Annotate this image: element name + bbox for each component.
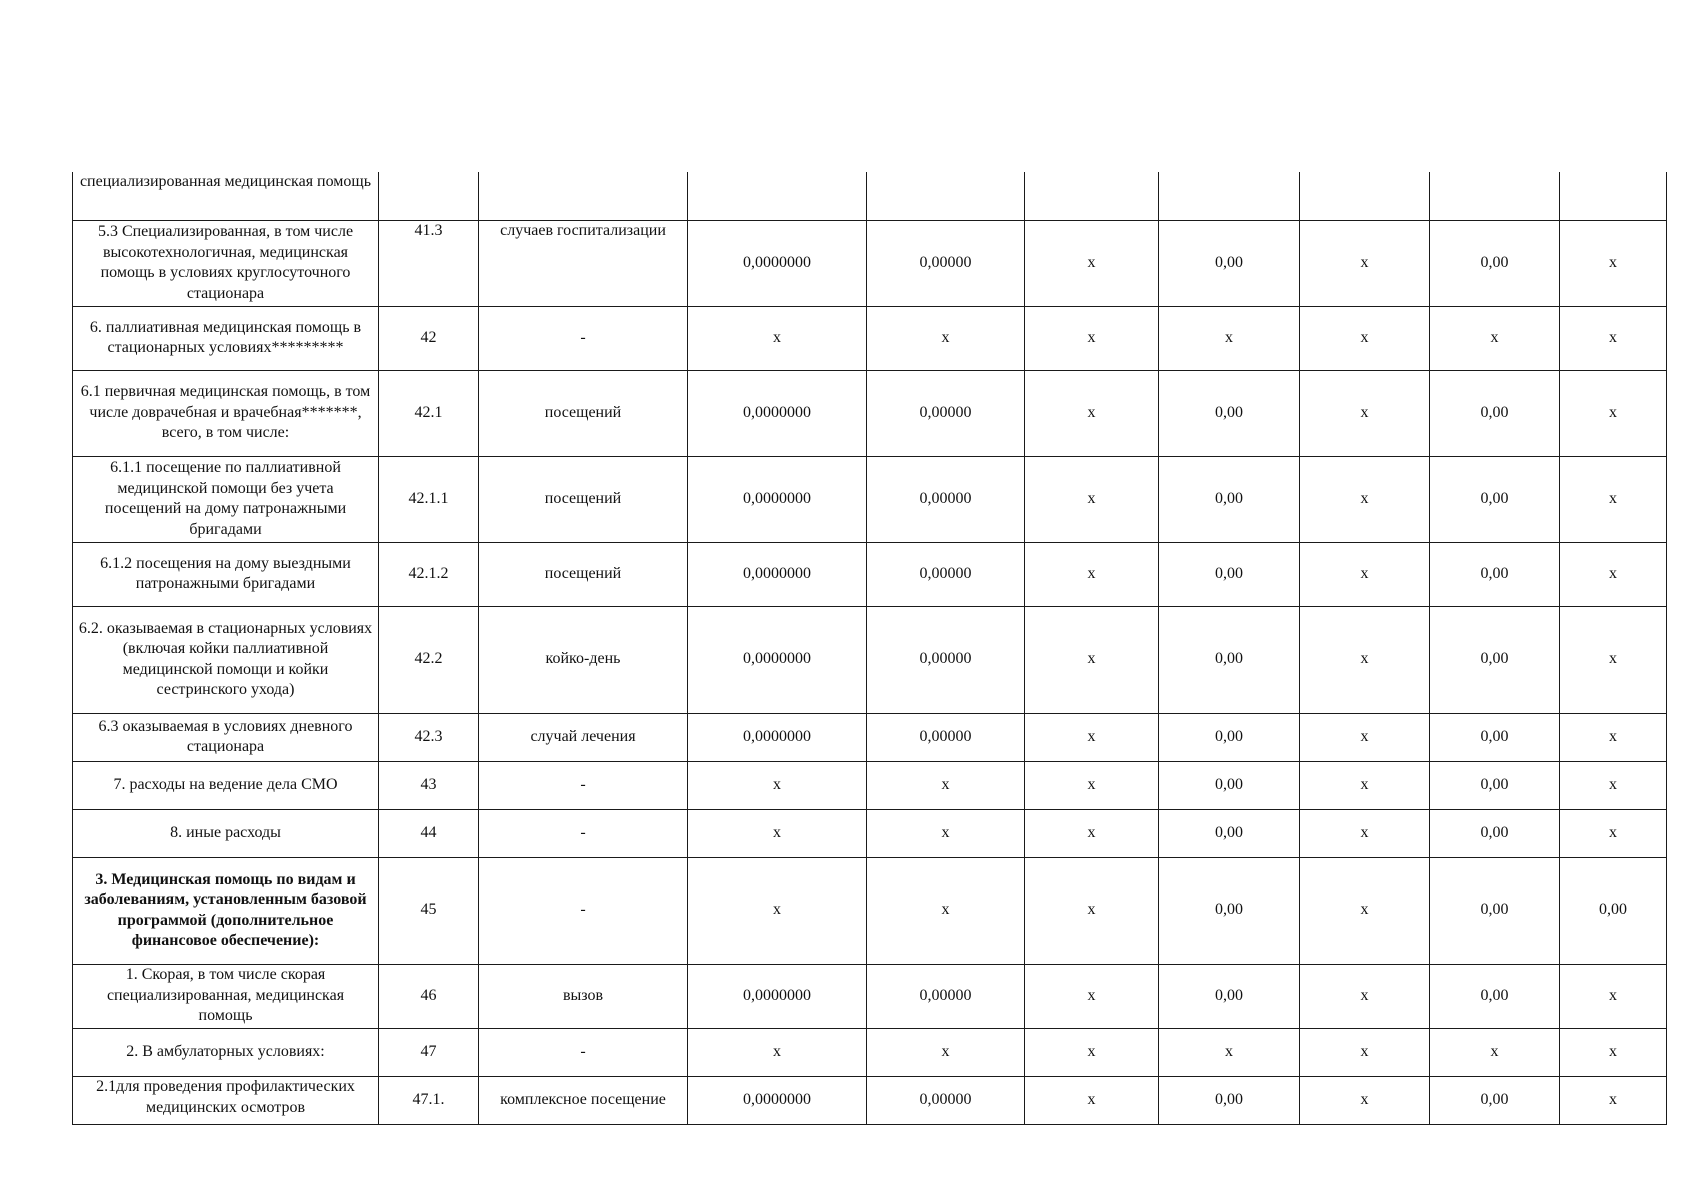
value-cell-4: х: [688, 809, 867, 857]
value-cell-6: х: [1025, 370, 1159, 456]
value-cell-9: [1430, 172, 1560, 220]
row-name-cell: 6.1 первичная медицинская помощь, в том числе доврачебная и врачебная*******, всего, в том числе:: [73, 370, 379, 456]
value-cell-4: х: [688, 1028, 867, 1076]
value-cell-10: х: [1560, 1076, 1667, 1124]
value-cell-5: 0,00000: [867, 370, 1025, 456]
row-name-cell: 6.3 оказываемая в условиях дневного стационара: [73, 713, 379, 761]
row-name-cell: 2. В амбулаторных условиях:: [73, 1028, 379, 1076]
value-cell-6: х: [1025, 606, 1159, 713]
value-cell-4: 0,0000000: [688, 220, 867, 306]
value-cell-9: 0,00: [1430, 857, 1560, 964]
row-unit-cell: вызов: [479, 964, 688, 1028]
value-cell-9: 0,00: [1430, 1076, 1560, 1124]
row-unit-cell: -: [479, 809, 688, 857]
value-cell-5: х: [867, 306, 1025, 370]
value-cell-4: 0,0000000: [688, 542, 867, 606]
row-unit-cell: посещений: [479, 456, 688, 542]
value-cell-10: х: [1560, 542, 1667, 606]
table-row: [73, 370, 1667, 456]
row-name-cell: 6.1.1 посещение по паллиативной медицинской помощи без учета посещений на дому патронажными бригадами: [73, 456, 379, 542]
value-cell-6: х: [1025, 542, 1159, 606]
value-cell-8: х: [1300, 809, 1430, 857]
table-row: [73, 172, 1667, 220]
row-unit-cell: -: [479, 1028, 688, 1076]
value-cell-8: х: [1300, 220, 1430, 306]
value-cell-6: х: [1025, 1076, 1159, 1124]
table-row: [73, 809, 1667, 857]
value-cell-9: 0,00: [1430, 220, 1560, 306]
value-cell-6: х: [1025, 456, 1159, 542]
row-code-cell: [379, 172, 479, 220]
row-name-cell: [73, 1076, 379, 1124]
row-unit-cell: случаев госпитализации: [479, 220, 688, 306]
value-cell-4: 0,0000000: [688, 370, 867, 456]
row-code-cell: 42.2: [379, 606, 479, 713]
value-cell-6: [1025, 172, 1159, 220]
table-row: [73, 761, 1667, 809]
data-table: [72, 172, 1667, 1125]
table-row: [73, 713, 1667, 761]
value-cell-10: х: [1560, 713, 1667, 761]
row-name-cell: специализированная медицинская помощь: [73, 172, 379, 220]
value-cell-8: х: [1300, 964, 1430, 1028]
row-unit-cell: случай лечения: [479, 713, 688, 761]
value-cell-10: х: [1560, 370, 1667, 456]
row-unit-cell: -: [479, 306, 688, 370]
table-row: [73, 456, 1667, 542]
value-cell-5: 0,00000: [867, 542, 1025, 606]
row-unit-cell: посещений: [479, 370, 688, 456]
value-cell-8: [1300, 172, 1430, 220]
value-cell-8: х: [1300, 370, 1430, 456]
value-cell-5: х: [867, 761, 1025, 809]
value-cell-10: х: [1560, 606, 1667, 713]
value-cell-10: х: [1560, 220, 1667, 306]
row-name-cell: 8. иные расходы: [73, 809, 379, 857]
row-code-cell: 42: [379, 306, 479, 370]
row-name-cell: 6.2. оказываемая в стационарных условиях (включая койки паллиативной медицинской помощи и койки сестринского ухода): [73, 606, 379, 713]
row-code-cell: 46: [379, 964, 479, 1028]
table-row: [73, 1028, 1667, 1076]
value-cell-8: х: [1300, 456, 1430, 542]
value-cell-10: х: [1560, 456, 1667, 542]
value-cell-9: 0,00: [1430, 964, 1560, 1028]
row-code-cell: 45: [379, 857, 479, 964]
value-cell-7: 0,00: [1159, 809, 1300, 857]
value-cell-9: 0,00: [1430, 456, 1560, 542]
value-cell-9: 0,00: [1430, 809, 1560, 857]
row-name-text: 2.1для проведения профилактических медицинских осмотров: [96, 1078, 355, 1116]
table-row: [73, 964, 1667, 1028]
value-cell-6: х: [1025, 306, 1159, 370]
row-unit-cell: -: [479, 761, 688, 809]
table-row: [73, 220, 1667, 306]
value-cell-6: х: [1025, 761, 1159, 809]
value-cell-7: 0,00: [1159, 761, 1300, 809]
value-cell-5: [867, 172, 1025, 220]
value-cell-4: 0,0000000: [688, 713, 867, 761]
value-cell-7: 0,00: [1159, 713, 1300, 761]
value-cell-5: х: [867, 809, 1025, 857]
row-code-cell: 44: [379, 809, 479, 857]
row-code-cell: 42.1.2: [379, 542, 479, 606]
value-cell-7: 0,00: [1159, 370, 1300, 456]
value-cell-9: 0,00: [1430, 761, 1560, 809]
value-cell-5: 0,00000: [867, 606, 1025, 713]
value-cell-8: х: [1300, 713, 1430, 761]
value-cell-10: х: [1560, 761, 1667, 809]
table-row: [73, 606, 1667, 713]
value-cell-8: х: [1300, 761, 1430, 809]
value-cell-9: х: [1430, 306, 1560, 370]
value-cell-5: 0,00000: [867, 220, 1025, 306]
row-unit-cell: посещений: [479, 542, 688, 606]
value-cell-6: х: [1025, 809, 1159, 857]
value-cell-5: х: [867, 857, 1025, 964]
value-cell-8: х: [1300, 857, 1430, 964]
value-cell-5: 0,00000: [867, 1076, 1025, 1124]
value-cell-9: х: [1430, 1028, 1560, 1076]
row-unit-cell: [479, 172, 688, 220]
row-code-cell: 41.3: [379, 220, 479, 306]
value-cell-6: х: [1025, 857, 1159, 964]
value-cell-10: х: [1560, 964, 1667, 1028]
row-unit-cell: комплексное посещение: [479, 1076, 688, 1124]
value-cell-8: х: [1300, 542, 1430, 606]
table-row: [73, 306, 1667, 370]
value-cell-4: [688, 172, 867, 220]
row-code-cell: 47.1.: [379, 1076, 479, 1124]
value-cell-8: х: [1300, 1028, 1430, 1076]
row-unit-cell: койко-день: [479, 606, 688, 713]
value-cell-7: х: [1159, 306, 1300, 370]
value-cell-9: 0,00: [1430, 370, 1560, 456]
value-cell-9: 0,00: [1430, 542, 1560, 606]
value-cell-7: [1159, 172, 1300, 220]
row-code-cell: 42.1.1: [379, 456, 479, 542]
row-name-cell: 5.3 Специализированная, в том числе высокотехнологичная, медицинская помощь в условиях круглосуточного стационара: [73, 220, 379, 306]
value-cell-7: 0,00: [1159, 964, 1300, 1028]
value-cell-10: х: [1560, 809, 1667, 857]
value-cell-4: 0,0000000: [688, 456, 867, 542]
table-row: [73, 857, 1667, 964]
value-cell-4: х: [688, 761, 867, 809]
row-name-cell: 3. Медицинская помощь по видам и заболеваниям, установленным базовой программой (дополнительное финансовое обеспечение):: [73, 857, 379, 964]
value-cell-8: х: [1300, 1076, 1430, 1124]
value-cell-5: 0,00000: [867, 964, 1025, 1028]
value-cell-7: 0,00: [1159, 220, 1300, 306]
row-name-cell: 6. паллиативная медицинская помощь в стационарных условиях*********: [73, 306, 379, 370]
value-cell-6: х: [1025, 713, 1159, 761]
value-cell-4: 0,0000000: [688, 606, 867, 713]
value-cell-5: х: [867, 1028, 1025, 1076]
value-cell-7: 0,00: [1159, 857, 1300, 964]
value-cell-7: 0,00: [1159, 542, 1300, 606]
value-cell-10: х: [1560, 306, 1667, 370]
value-cell-4: 0,0000000: [688, 1076, 867, 1124]
value-cell-7: 0,00: [1159, 456, 1300, 542]
table-row: [73, 1076, 1667, 1124]
value-cell-7: 0,00: [1159, 1076, 1300, 1124]
value-cell-5: 0,00000: [867, 713, 1025, 761]
row-code-cell: 42.1: [379, 370, 479, 456]
value-cell-8: х: [1300, 606, 1430, 713]
value-cell-6: х: [1025, 1028, 1159, 1076]
value-cell-7: х: [1159, 1028, 1300, 1076]
table-row: [73, 542, 1667, 606]
value-cell-10: 0,00: [1560, 857, 1667, 964]
row-unit-cell: -: [479, 857, 688, 964]
value-cell-5: 0,00000: [867, 456, 1025, 542]
row-code-cell: 42.3: [379, 713, 479, 761]
value-cell-6: х: [1025, 220, 1159, 306]
value-cell-10: [1560, 172, 1667, 220]
row-name-cell: 6.1.2 посещения на дому выездными патронажными бригадами: [73, 542, 379, 606]
row-code-cell: 43: [379, 761, 479, 809]
row-name-cell: 7. расходы на ведение дела СМО: [73, 761, 379, 809]
value-cell-9: 0,00: [1430, 606, 1560, 713]
value-cell-10: х: [1560, 1028, 1667, 1076]
value-cell-4: х: [688, 306, 867, 370]
row-name-cell: 1. Скорая, в том числе скорая специализированная, медицинская помощь: [73, 964, 379, 1028]
value-cell-7: 0,00: [1159, 606, 1300, 713]
value-cell-9: 0,00: [1430, 713, 1560, 761]
value-cell-4: х: [688, 857, 867, 964]
row-code-cell: 47: [379, 1028, 479, 1076]
value-cell-4: 0,0000000: [688, 964, 867, 1028]
value-cell-6: х: [1025, 964, 1159, 1028]
value-cell-8: х: [1300, 306, 1430, 370]
